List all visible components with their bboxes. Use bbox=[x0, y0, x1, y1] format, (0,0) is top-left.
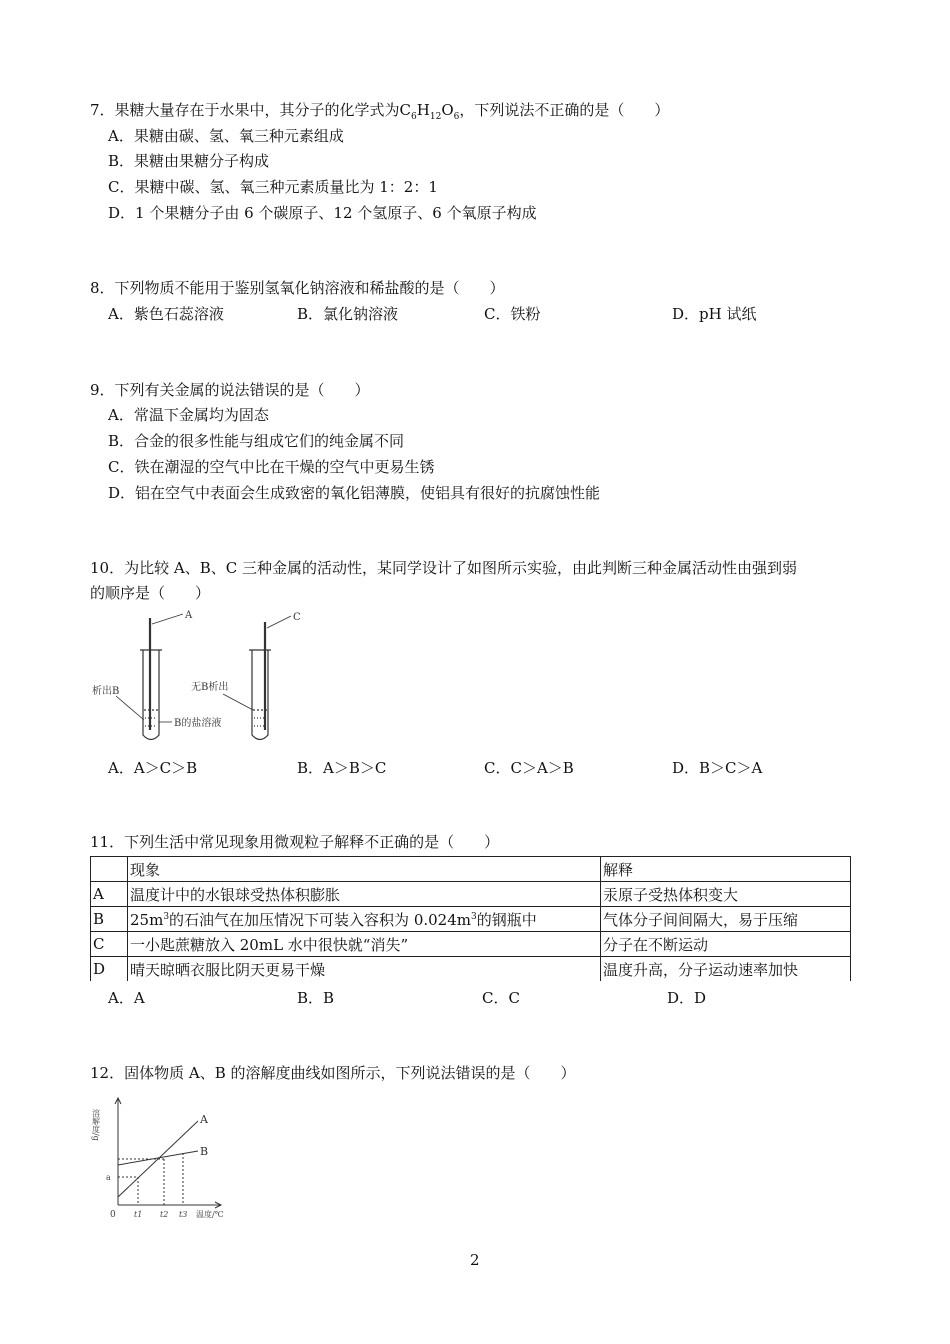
q7-option-d: D．1 个果糖分子由 6 个碳原子、12 个氢原子、6 个氧原子构成 bbox=[108, 204, 537, 222]
q7-option-c: C．果糖中碳、氢、氧三种元素质量比为 1：2：1 bbox=[108, 178, 438, 196]
curve-a-label: A bbox=[200, 1113, 208, 1126]
q7-option-a: A．果糖由碳、氢、氧三种元素组成 bbox=[108, 127, 344, 145]
q10-test-tube-figure bbox=[88, 610, 328, 750]
q8-option-a: A．紫色石蕊溶液 bbox=[108, 305, 224, 323]
left-test-tube bbox=[116, 614, 183, 740]
x-tick-t2: t2 bbox=[160, 1210, 169, 1219]
table-row: B $25m^3$的石油气在加压情况下可装入容积为 $0.024m^3$的钢瓶中 气体分子间间隔大，易于压缩 bbox=[91, 907, 851, 932]
q11-option-b: B．B bbox=[297, 989, 335, 1007]
q9-stem: 9．下列有关金属的说法错误的是（ ） bbox=[90, 381, 370, 399]
q11-table bbox=[90, 856, 851, 981]
table-row: D 晴天晾晒衣服比阴天更易干燥 温度升高，分子运动速率加快 bbox=[91, 957, 851, 982]
q10-option-b: B．A＞B＞C bbox=[297, 759, 387, 777]
right-test-tube bbox=[223, 616, 291, 740]
q11-option-a: A．A bbox=[108, 989, 145, 1007]
q11-stem: 11．下列生活中常见现象用微观粒子解释不正确的是（ ） bbox=[90, 833, 500, 851]
header-phenomenon: 现象 bbox=[128, 857, 601, 882]
y-tick-label: a bbox=[106, 1173, 111, 1182]
label-precipitate-b: 析出B bbox=[92, 686, 120, 697]
q12-solubility-figure bbox=[90, 1093, 240, 1223]
q11-option-d: D．D bbox=[667, 989, 707, 1007]
label-metal-a: A bbox=[185, 610, 193, 621]
q11-option-c: C．C bbox=[482, 989, 520, 1007]
table-row: A 温度计中的水银球受热体积膨胀 汞原子受热体积变大 bbox=[91, 882, 851, 907]
table-row: C 一小匙蔗糖放入 20mL 水中很快就“消失” 分子在不断运动 bbox=[91, 932, 851, 957]
q8-option-c: C．铁粉 bbox=[484, 305, 541, 323]
q10-option-d: D．B＞C＞A bbox=[672, 759, 763, 777]
q10-option-a: A．A＞C＞B bbox=[108, 759, 198, 777]
page-number: 2 bbox=[470, 1251, 480, 1269]
x-axis-label: 温度/℃ bbox=[196, 1210, 224, 1219]
x-tick-t1: t1 bbox=[134, 1210, 143, 1219]
label-no-precipitate: 无B析出 bbox=[191, 682, 229, 693]
origin-label: 0 bbox=[110, 1210, 116, 1220]
header-explanation: 解释 bbox=[601, 857, 851, 882]
table-header-row bbox=[91, 857, 851, 882]
q10-stem-line1: 10．为比较 A、B、C 三种金属的活动性，某同学设计了如图所示实验，由此判断三种金属活动性由强到弱 bbox=[90, 559, 797, 577]
q9-option-a: A．常温下金属均为固态 bbox=[108, 406, 269, 424]
x-tick-t3: t3 bbox=[179, 1210, 188, 1219]
label-b-salt-solution: B的盐溶液 bbox=[174, 718, 222, 729]
curve-b-label: B bbox=[200, 1145, 209, 1158]
q8-option-d: D．pH 试纸 bbox=[672, 305, 757, 323]
curve-b-line bbox=[118, 1151, 198, 1165]
q9-option-d: D．铝在空气中表面会生成致密的氧化铝薄膜，使铝具有很好的抗腐蚀性能 bbox=[108, 484, 601, 502]
y-axis-label: 溶解度/g bbox=[91, 1109, 101, 1141]
label-metal-c: C bbox=[293, 612, 301, 623]
q10-option-c: C．C＞A＞B bbox=[484, 759, 574, 777]
q12-stem: 12．固体物质 A、B 的溶解度曲线如图所示，下列说法错误的是（ ） bbox=[90, 1064, 576, 1082]
q8-stem: 8．下列物质不能用于鉴别氢氧化钠溶液和稀盐酸的是（ ） bbox=[90, 279, 505, 297]
q9-option-b: B．合金的很多性能与组成它们的纯金属不同 bbox=[108, 432, 405, 450]
q7-stem: 7．果糖大量存在于水果中，其分子的化学式为$C_6H_{12}O_6$，下列说法不正确的是（ ） bbox=[90, 101, 670, 122]
fructose-formula: $C_6H_{12}O_6$ bbox=[399, 101, 460, 122]
q10-stem-line2: 的顺序是（ ） bbox=[90, 584, 211, 602]
q8-option-b: B．氯化钠溶液 bbox=[297, 305, 399, 323]
q7-option-b: B．果糖由果糖分子构成 bbox=[108, 152, 270, 170]
q9-option-c: C．铁在潮湿的空气中比在干燥的空气中更易生锈 bbox=[108, 458, 435, 476]
